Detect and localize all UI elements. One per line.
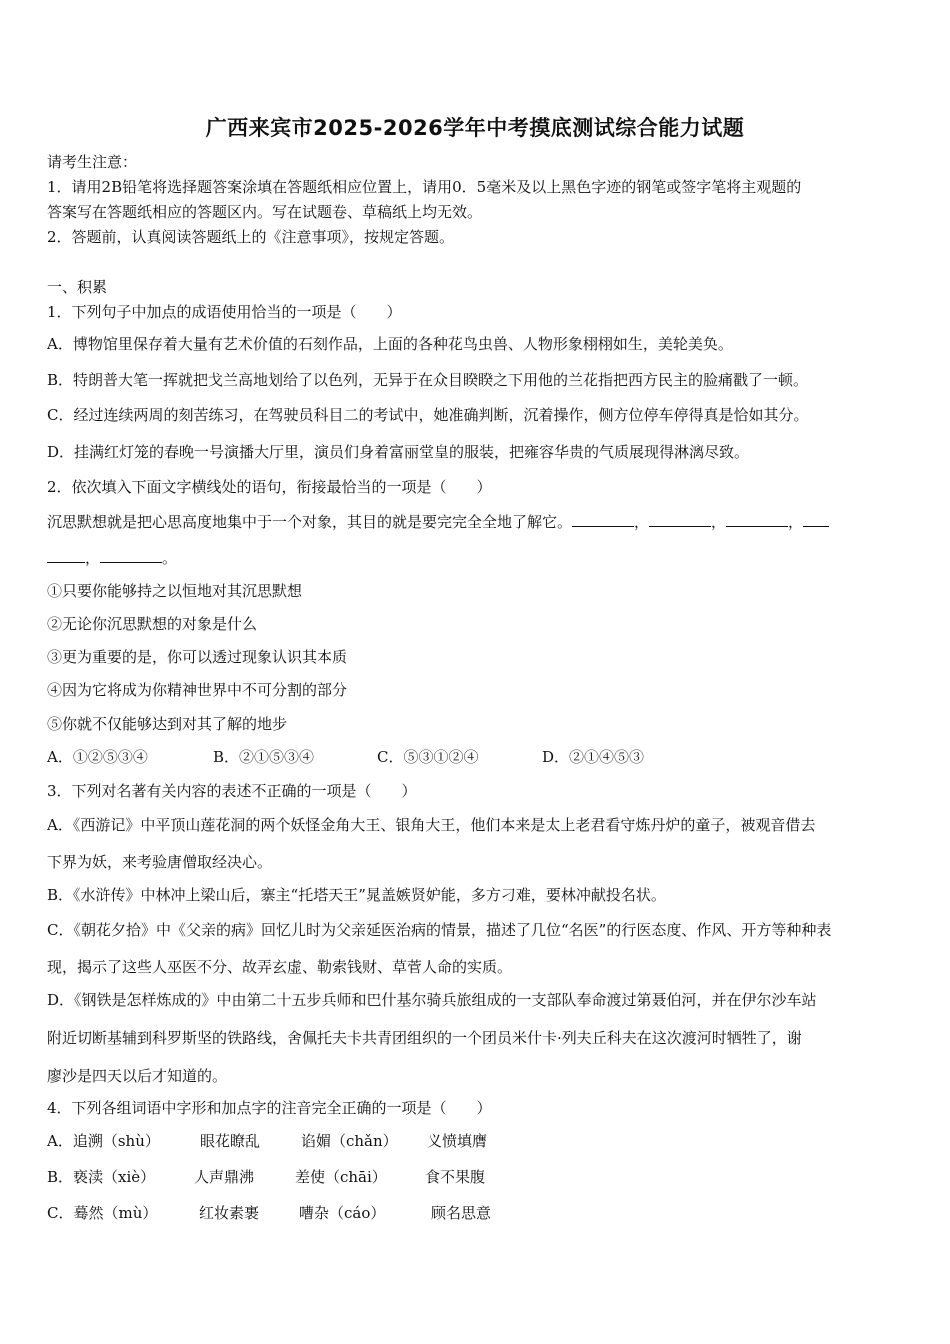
sentence-item: ⑤你就不仅能够达到对其了解的地步 [47,715,288,733]
fill-blank [803,512,829,527]
passage-line: 沉思默想就是把心思高度地集中于一个对象，其目的就是要完完全全地了解它。 ， ， ， [47,512,907,532]
answer-option: D．②①④⑤③ [542,748,645,766]
option-row [47,1131,907,1151]
question-stem: 2．依次填入下面文字横线处的语句，衔接最恰当的一项是（ ） [47,478,492,496]
sentence-item: ④因为它将成为你精神世界中不可分割的部分 [47,681,348,699]
fill-blank [572,512,634,527]
option-row [47,747,907,767]
answer-option: A．追溯（shù） [47,1132,160,1150]
answer-option: C．《朝花夕拾》中《父亲的病》回忆儿时为父亲延医治病的情景，描述了几位“名医”的行医态度、作风、开方等种种表 [47,921,832,939]
passage-text: 沉思默想就是把心思高度地集中于一个对象，其目的就是要完完全全地了解它。 [47,513,573,531]
answer-option: A．博物馆里保存着大量有艺术价值的石刻作品，上面的各种花鸟虫兽、人物形象栩栩如生，美轮美奂。 [47,335,733,353]
answer-option: C．经过连续两周的刻苦练习，在驾驶员科目二的考试中，她准确判断，沉着操作，侧方位停车停得真是恰如其分。 [47,406,809,424]
answer-option-cont: 廖沙是四天以后才知道的。 [47,1067,228,1085]
fill-blank [47,548,85,563]
answer-option: B．亵渎（xiè） [47,1168,156,1186]
answer-option: C．蓦然（mù） [47,1204,158,1222]
word-item: 差使（chāi） [295,1168,387,1186]
word-item: 人声鼎沸 [194,1168,255,1186]
word-item: 义愤填膺 [427,1132,488,1150]
answer-option: B．《水浒传》中林冲上梁山后，寨主“托塔天王”晁盖嫉贤妒能，多方刁难，要林冲献投名状。 [47,886,666,904]
option-row [47,1203,907,1223]
word-item: 红妆素裹 [199,1204,260,1222]
question-stem: 1．下列句子中加点的成语使用恰当的一项是（ ） [47,303,402,321]
word-item: 嘈杂（cáo） [299,1204,386,1222]
answer-option-cont: 下界为妖，来考验唐僧取经决心。 [47,853,273,871]
notice-heading: 请考生注意： [47,153,138,171]
passage-line: ， 。 [47,548,907,568]
answer-option-cont: 附近切断基辅到科罗斯坚的铁路线，舍佩托夫卡共青团组织的一个团员米什卡·列夫丘科夫在这次渡河时牺牲了，谢 [47,1029,802,1047]
notice-line: 1．请用2B铅笔将选择题答案涂填在答题纸相应位置上，请用0．5毫米及以上黑色字迹的钢笔或签字笔将主观题的 [47,178,802,196]
word-item: 谄媚（chǎn） [301,1132,398,1150]
word-item: 顾名思意 [431,1204,492,1222]
word-item: 食不果腹 [425,1168,486,1186]
answer-option: D．《钢铁是怎样炼成的》中由第二十五步兵师和巴什基尔骑兵旅组成的一支部队奉命渡过第聂伯河，并在伊尔沙车站 [47,991,817,1009]
answer-option: D．挂满红灯笼的春晚一号演播大厅里，演员们身着富丽堂皇的服装，把雍容华贵的气质展现得淋漓尽致。 [47,443,750,461]
fill-blank [100,548,162,563]
sentence-item: ①只要你能够持之以恒地对其沉思默想 [47,582,303,600]
page-title: 广西来宾市2025-2026学年中考摸底测试综合能力试题 [205,116,745,140]
answer-option-cont: 现，揭示了这些人巫医不分、故弄玄虚、勒索钱财、草菅人命的实质。 [47,958,513,976]
fill-blank [649,512,711,527]
question-stem: 3．下列对名著有关内容的表述不正确的一项是（ ） [47,782,417,800]
word-item: 眼花瞭乱 [200,1132,261,1150]
notice-line: 答案写在答题纸相应的答题区内。写在试题卷、草稿纸上均无效。 [47,203,483,221]
option-row [47,1167,907,1187]
answer-option: B．②①⑤③④ [213,748,315,766]
sentence-item: ③更为重要的是，你可以透过现象认识其本质 [47,648,348,666]
notice-line: 2．答题前，认真阅读答题纸上的《注意事项》，按规定答题。 [47,228,455,246]
fill-blank [726,512,788,527]
answer-option: A．《西游记》中平顶山莲花洞的两个妖怪金角大王、银角大王，他们本来是太上老君看守炼丹炉的童子，被观音借去 [47,816,816,834]
answer-option: C．⑤③①②④ [377,748,479,766]
answer-option: A．①②⑤③④ [47,748,148,766]
answer-option: B．特朗普大笔一挥就把戈兰高地划给了以色列，无异于在众目睽睽之下用他的兰花指把西方民主的脸痛戳了一顿。 [47,371,809,389]
section-heading: 一、积累 [47,278,108,296]
question-stem: 4．下列各组词语中字形和加点字的注音完全正确的一项是（ ） [47,1099,492,1117]
sentence-item: ②无论你沉思默想的对象是什么 [47,615,258,633]
